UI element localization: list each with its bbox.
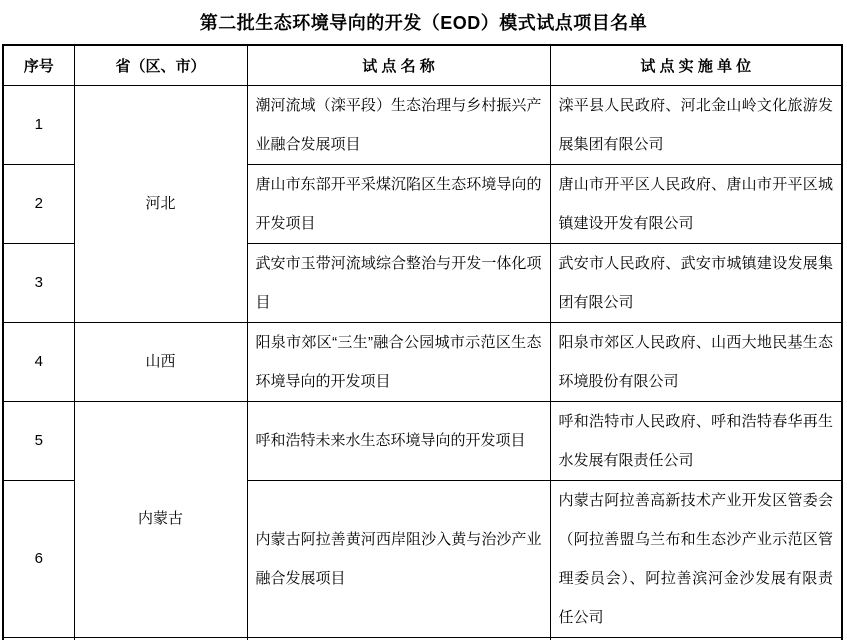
cell-province: 山西 — [74, 322, 247, 401]
cell-index: 4 — [3, 322, 74, 401]
cell-implementing-unit: 阳泉市郊区人民政府、山西大地民基生态环境股份有限公司 — [550, 322, 842, 401]
table-header-row — [3, 45, 842, 85]
eod-pilot-table — [2, 44, 843, 640]
col-header-province: 省（区、市） — [74, 45, 247, 85]
table-row — [3, 401, 842, 480]
cell-index: 1 — [3, 85, 74, 164]
cell-implementing-unit: 内蒙古阿拉善高新技术产业开发区管委会（阿拉善盟乌兰布和生态沙产业示范区管理委员会）、阿拉善滨河金沙发展有限责任公司 — [550, 480, 842, 637]
cell-pilot-name: 唐山市东部开平采煤沉陷区生态环境导向的开发项目 — [247, 164, 550, 243]
cell-pilot-name: 潮河流域（滦平段）生态治理与乡村振兴产业融合发展项目 — [247, 85, 550, 164]
cell-pilot-name: 阳泉市郊区“三生”融合公园城市示范区生态环境导向的开发项目 — [247, 322, 550, 401]
cell-implementing-unit: 滦平县人民政府、河北金山岭文化旅游发展集团有限公司 — [550, 85, 842, 164]
col-header-pilot-name: 试 点 名 称 — [247, 45, 550, 85]
cell-implementing-unit: 唐山市开平区人民政府、唐山市开平区城镇建设开发有限公司 — [550, 164, 842, 243]
col-header-implementing-unit: 试 点 实 施 单 位 — [550, 45, 842, 85]
table-row — [3, 85, 842, 164]
table-body — [3, 85, 842, 640]
cell-index: 5 — [3, 401, 74, 480]
cell-province: 内蒙古 — [74, 401, 247, 637]
cell-pilot-name: 武安市玉带河流域综合整治与开发一体化项目 — [247, 243, 550, 322]
cell-implementing-unit: 呼和浩特市人民政府、呼和浩特春华再生水发展有限责任公司 — [550, 401, 842, 480]
cell-pilot-name: 呼和浩特未来水生态环境导向的开发项目 — [247, 401, 550, 480]
cell-implementing-unit: 武安市人民政府、武安市城镇建设发展集团有限公司 — [550, 243, 842, 322]
cell-pilot-name: 内蒙古阿拉善黄河西岸阻沙入黄与治沙产业融合发展项目 — [247, 480, 550, 637]
cell-index: 6 — [3, 480, 74, 637]
col-header-index: 序号 — [3, 45, 74, 85]
cell-index: 2 — [3, 164, 74, 243]
cell-province: 河北 — [74, 85, 247, 322]
table-row — [3, 322, 842, 401]
page-title: 第二批生态环境导向的开发（EOD）模式试点项目名单 — [199, 13, 648, 33]
cell-index: 3 — [3, 243, 74, 322]
